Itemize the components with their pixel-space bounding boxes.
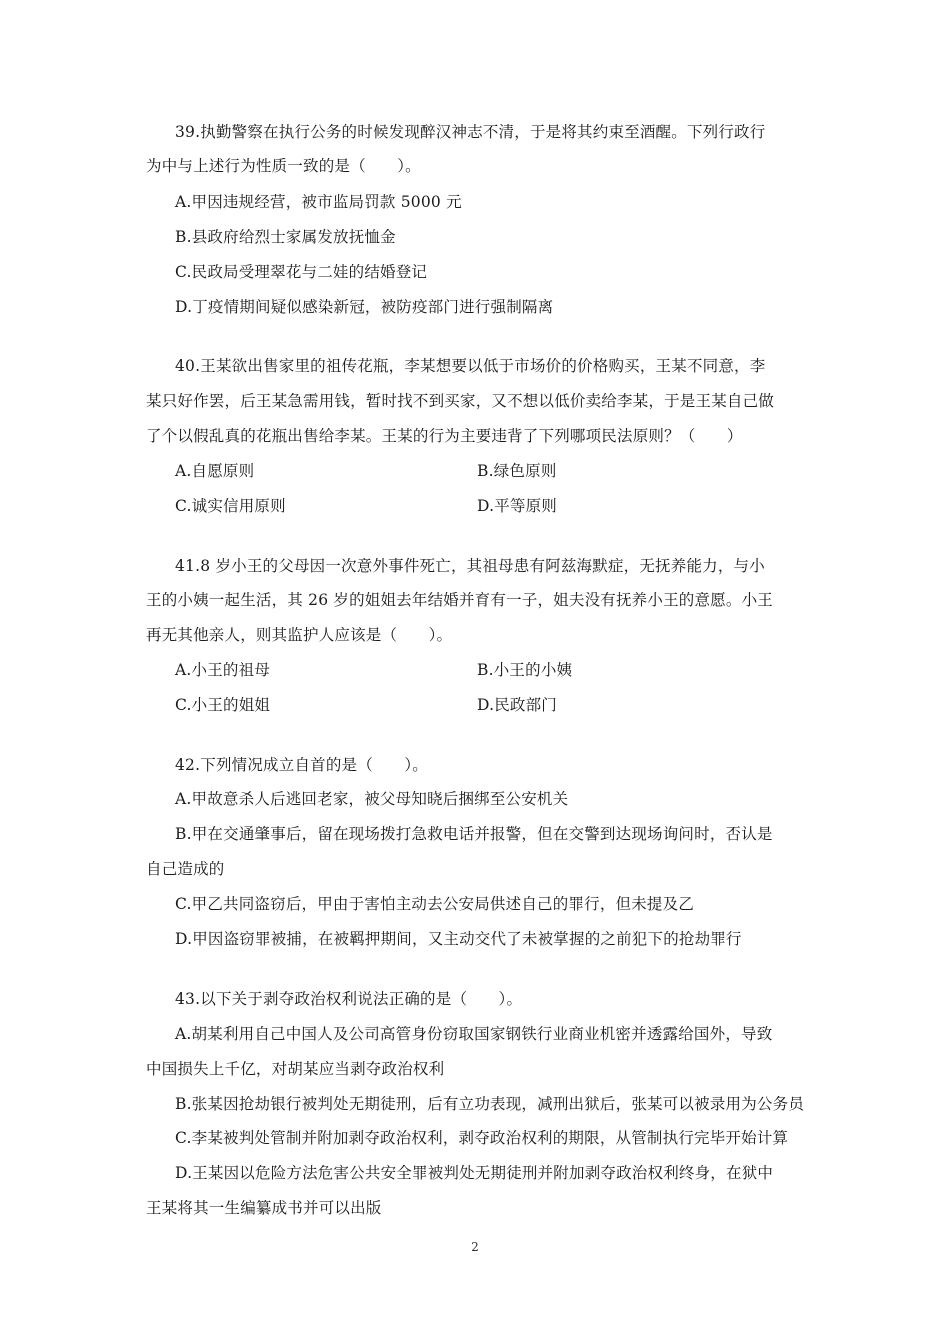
question-40-option-b: B.绿色原则 <box>477 462 557 480</box>
page-number: 2 <box>471 1240 479 1254</box>
question-41-option-b: B.小王的小姨 <box>477 661 573 679</box>
question-43-option-b: B.张某因抢劫银行被判处无期徒刑，后有立功表现，减刑出狱后，张某可以被录用为公务员 <box>175 1095 805 1113</box>
question-41-option-a: A.小王的祖母 <box>175 661 271 679</box>
question-41-option-d: D.民政部门 <box>477 696 558 714</box>
question-43-option-d-line-2: 王某将其一生编纂成书并可以出版 <box>146 1199 382 1217</box>
question-43-option-a-line-2: 中国损失上千亿，对胡某应当剥夺政治权利 <box>146 1060 445 1078</box>
question-40-stem-line-2: 某只好作罢，后王某急需用钱，暂时找不到买家，又不想以低价卖给李某，于是王某自己做 <box>146 392 775 410</box>
question-43-option-c: C.李某被判处管制并附加剥夺政治权利，剥夺政治权利的期限，从管制执行完毕开始计算 <box>175 1129 789 1147</box>
question-39-stem-line-1: 39.执勤警察在执行公务的时候发现醉汉神志不清，于是将其约束至酒醒。下列行政行 <box>175 123 766 141</box>
question-41-stem-line-3: 再无其他亲人，则其监护人应该是（ ）。 <box>146 626 453 644</box>
question-41-stem-line-2: 王的小姨一起生活，其 26 岁的姐姐去年结婚并育有一子，姐夫没有抚养小王的意愿。小王 <box>146 591 773 609</box>
question-42-option-a: A.甲故意杀人后逃回老家，被父母知晓后捆绑至公安机关 <box>175 790 569 808</box>
question-39-stem-line-2: 为中与上述行为性质一致的是（ ）。 <box>146 157 421 175</box>
question-43-option-d-line-1: D.王某因以危险方法危害公共安全罪被判处无期徒刑并附加剥夺政治权利终身，在狱中 <box>175 1164 774 1182</box>
question-42-option-b-line-2: 自己造成的 <box>146 860 225 878</box>
question-42-option-d: D.甲因盗窃罪被捕，在被羁押期间，又主动交代了未被掌握的之前犯下的抢劫罪行 <box>175 930 742 948</box>
question-40-stem-line-3: 了个以假乱真的花瓶出售给李某。王某的行为主要违背了下列哪项民法原则？（ ） <box>146 427 743 445</box>
question-43-stem-line-1: 43.以下关于剥夺政治权利说法正确的是（ ）。 <box>175 990 523 1008</box>
question-42-option-b-line-1: B.甲在交通肇事后，留在现场拨打急救电话并报警，但在交警到达现场询问时，否认是 <box>175 825 773 843</box>
question-41-option-c: C.小王的姐姐 <box>175 696 271 714</box>
question-39-option-d: D.丁疫情期间疑似感染新冠，被防疫部门进行强制隔离 <box>175 298 554 316</box>
question-40-option-c: C.诚实信用原则 <box>175 497 286 515</box>
question-43-option-a-line-1: A.胡某利用自己中国人及公司高管身份窃取国家钢铁行业商业机密并透露给国外，导致 <box>175 1025 773 1043</box>
question-42-stem-line-1: 42.下列情况成立自首的是（ ）。 <box>175 756 429 774</box>
question-39-option-a: A.甲因违规经营，被市监局罚款 5000 元 <box>175 193 462 211</box>
question-39-option-c: C.民政局受理翠花与二娃的结婚登记 <box>175 263 428 281</box>
question-40-option-a: A.自愿原则 <box>175 462 255 480</box>
question-41-stem-line-1: 41.8 岁小王的父母因一次意外事件死亡，其祖母患有阿兹海默症，无抚养能力，与小 <box>175 557 765 575</box>
question-42-option-c: C.甲乙共同盗窃后，甲由于害怕主动去公安局供述自己的罪行，但未提及乙 <box>175 895 695 913</box>
question-40-option-d: D.平等原则 <box>477 497 558 515</box>
question-39-option-b: B.县政府给烈士家属发放抚恤金 <box>175 228 396 246</box>
question-40-stem-line-1: 40.王某欲出售家里的祖传花瓶，李某想要以低于市场价的价格购买，王某不同意，李 <box>175 357 766 375</box>
